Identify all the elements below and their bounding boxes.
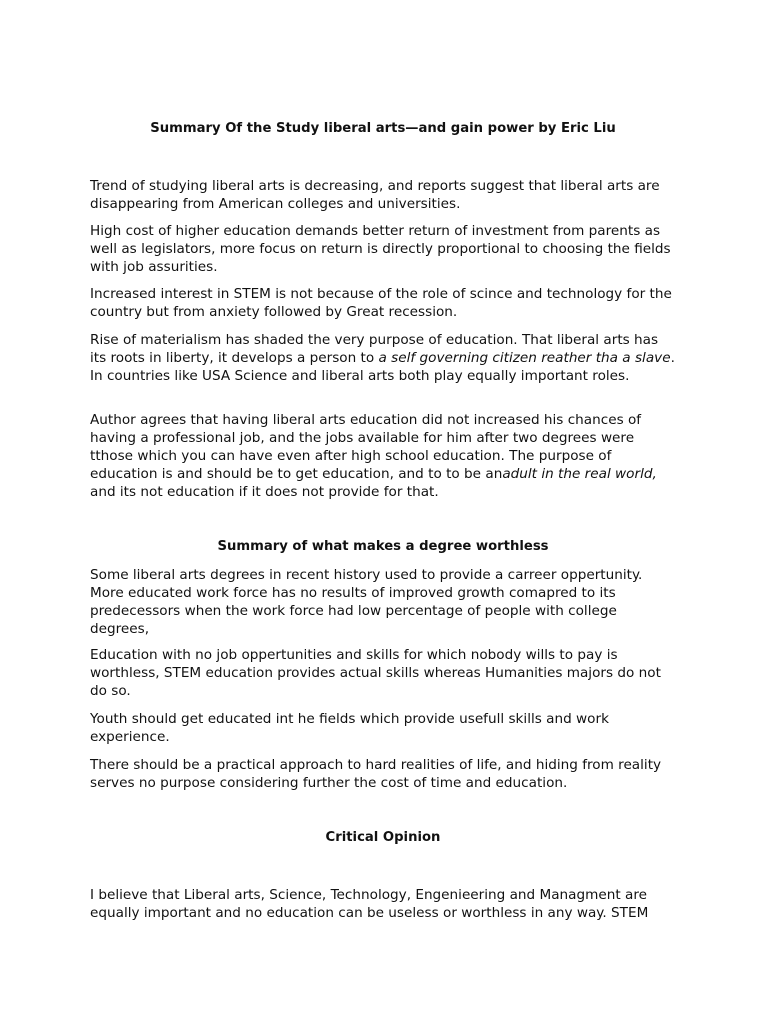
paragraph-author-agrees-text-start: Author agrees that having liberal arts education did not increased his chances of having a professional job, and the jobs available for him after two degrees were tthose which you can have even after high school education. The purpose of education is and should be to get education, and to to be an — [90, 412, 642, 482]
paragraph-trend: Trend of studying liberal arts is decreasing, and reports suggest that liberal arts are disappearing from American colleges and universities. — [90, 178, 660, 212]
paragraph-cost: High cost of higher education demands better return of investment from parents as well as legislators, more focus on return is directly proportional to choosing the fields with job assurities. — [90, 223, 671, 275]
paragraph-stem-interest: Increased interest in STEM is not because of the role of scince and technology for the country but from anxiety followed by Great recession. — [90, 286, 672, 320]
paragraph-materialism-text-end: . In countries like USA Science and liberal arts both play equally important roles. — [90, 350, 675, 384]
paragraph-author-agrees-italic: adult in the real world, — [502, 466, 657, 482]
paragraph-author-agrees-text-end: and its not education if it does not provide for that. — [90, 484, 439, 500]
paragraph-degrees: Some liberal arts degrees in recent history used to provide a carreer oppertunity. More educated work force has no results of improved growth comapred to its predecessors when the work force had low percentage of people with college degrees, — [90, 567, 643, 637]
paragraph-belief: I believe that Liberal arts, Science, Technology, Engenieering and Managment are equally important and no education can be useless or worthless in any way. STEM — [90, 887, 649, 921]
paragraph-author-agrees — [90, 411, 676, 501]
paragraph-materialism — [90, 331, 676, 385]
paragraph-materialism-italic: a self governing citizen reather tha a slave — [378, 350, 671, 366]
paragraph-youth: Youth should get educated int he fields which provide usefull skills and work experience. — [90, 711, 609, 745]
section-heading-worthless: Summary of what makes a degree worthless — [217, 539, 549, 554]
section-heading-critical-opinion: Critical Opinion — [325, 830, 441, 845]
paragraph-materialism-text-start: Rise of materialism has shaded the very purpose of education. That liberal arts has its roots in liberty, it develops a person to — [90, 332, 659, 366]
paragraph-practical-approach: There should be a practical approach to hard realities of life, and hiding from reality serves no purpose considering further the cost of time and education. — [90, 757, 662, 791]
paragraph-job-opportunities: Education with no job oppertunities and skills for which nobody wills to pay is worthless, STEM education provides actual skills whereas Humanities majors do not do so. — [90, 647, 661, 699]
document-title: Summary Of the Study liberal arts—and gain power by Eric Liu — [150, 121, 616, 136]
